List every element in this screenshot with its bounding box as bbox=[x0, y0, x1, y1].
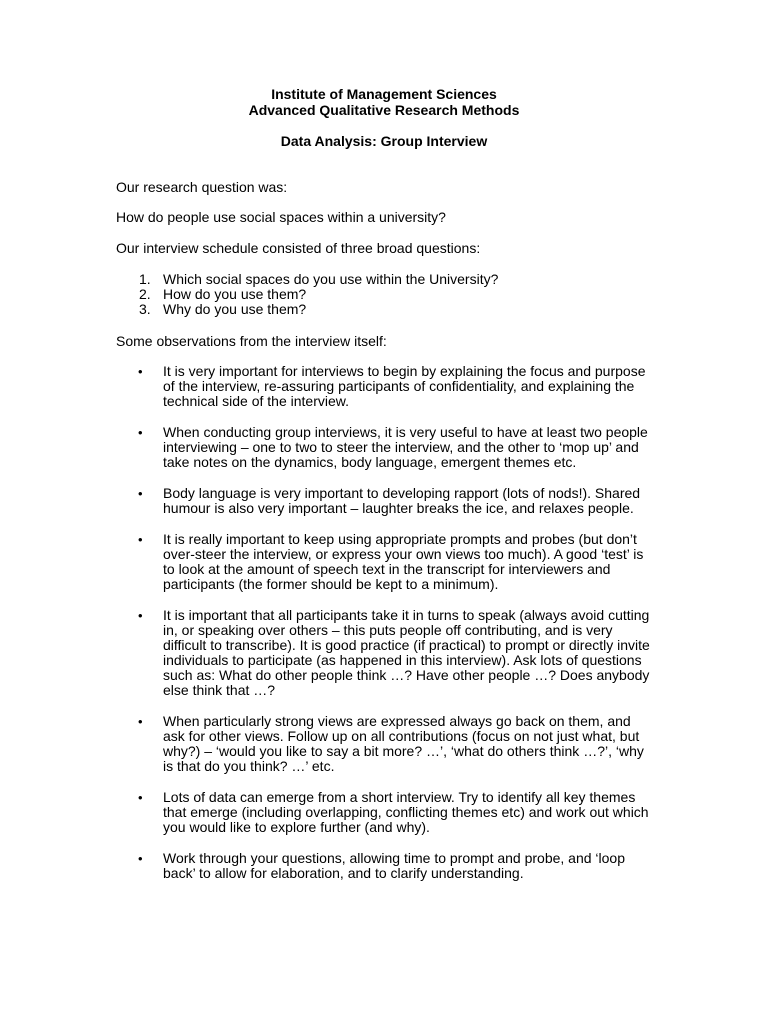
course-heading: Advanced Qualitative Research Methods bbox=[248, 102, 520, 118]
list-item bbox=[116, 608, 656, 698]
list-item bbox=[116, 790, 656, 835]
schedule-intro: Our interview schedule consisted of three broad questions: bbox=[116, 240, 481, 256]
bullet-icon: • bbox=[138, 851, 143, 866]
list-item-text: When conducting group interviews, it is very useful to have at least two people interviewing – one to two to steer the interview, and the other to ‘mop up’ and take notes on the dynamics, body language, emergent themes etc. bbox=[163, 424, 648, 470]
bullet-icon: • bbox=[138, 714, 143, 729]
bullet-icon: • bbox=[138, 364, 143, 379]
observations-list bbox=[116, 364, 656, 897]
list-item bbox=[116, 851, 656, 881]
list-item-text: Which social spaces do you use within the University? bbox=[163, 271, 499, 287]
bullet-icon: • bbox=[138, 486, 143, 501]
bullet-icon: • bbox=[138, 532, 143, 547]
list-number: 1. bbox=[139, 271, 151, 287]
institute-heading: Institute of Management Sciences bbox=[271, 86, 497, 102]
list-item-text: Work through your questions, allowing time to prompt and probe, and ‘loop back’ to allow for elaboration, and to clarify understanding. bbox=[163, 850, 626, 881]
list-item bbox=[116, 302, 676, 317]
list-item bbox=[116, 287, 676, 302]
bullet-icon: • bbox=[138, 790, 143, 805]
list-number: 2. bbox=[139, 286, 151, 302]
list-item bbox=[116, 425, 656, 470]
observations-intro: Some observations from the interview itself: bbox=[116, 333, 387, 349]
research-question: How do people use social spaces within a university? bbox=[116, 209, 446, 225]
document-title: Data Analysis: Group Interview bbox=[280, 133, 488, 149]
list-item bbox=[116, 364, 656, 409]
question-list bbox=[116, 272, 676, 317]
list-item-text: It is very important for interviews to begin by explaining the focus and purpose of the interview, re-assuring participants of confidentiality, and explaining the technical side of the interview. bbox=[163, 363, 646, 409]
list-item bbox=[116, 714, 656, 774]
list-item bbox=[116, 486, 656, 516]
bullet-icon: • bbox=[138, 425, 143, 440]
list-item bbox=[116, 272, 676, 287]
list-item-text: It is important that all participants take it in turns to speak (always avoid cutting in, or speaking over others – this puts people off contributing, and is very difficult to transcribe). It is good practice (if practical) to prompt or directly invite individuals to participate (as happened in this interview). Ask lots of questions such as: What do other people think …? Have other people …? Does anybody else think that …? bbox=[163, 607, 650, 698]
list-item bbox=[116, 532, 656, 592]
list-item-text: When particularly strong views are expressed always go back on them, and ask for other views. Follow up on all contributions (focus on not just what, but why?) – ‘would you like to say a bit more? …’, ‘what do others think …?’, ‘why is that do you think? …’ etc. bbox=[163, 713, 644, 774]
bullet-icon: • bbox=[138, 608, 143, 623]
list-item-text: Body language is very important to developing rapport (lots of nods!). Shared humour is also very important – laughter breaks the ice, and relaxes people. bbox=[163, 485, 641, 516]
list-item-text: How do you use them? bbox=[163, 286, 307, 302]
list-item-text: Why do you use them? bbox=[163, 301, 307, 317]
list-item-text: Lots of data can emerge from a short interview. Try to identify all key themes that emerge (including overlapping, conflicting themes etc) and work out which you would like to explore further (and why). bbox=[163, 789, 649, 835]
research-question-label: Our research question was: bbox=[116, 179, 288, 195]
list-number: 3. bbox=[139, 301, 151, 317]
list-item-text: It is really important to keep using appropriate prompts and probes (but don’t over-steer the interview, or express your own views too much). A good ‘test’ is to look at the amount of speech text in the transcript for interviewers and participants (the former should be kept to a minimum). bbox=[163, 531, 644, 592]
